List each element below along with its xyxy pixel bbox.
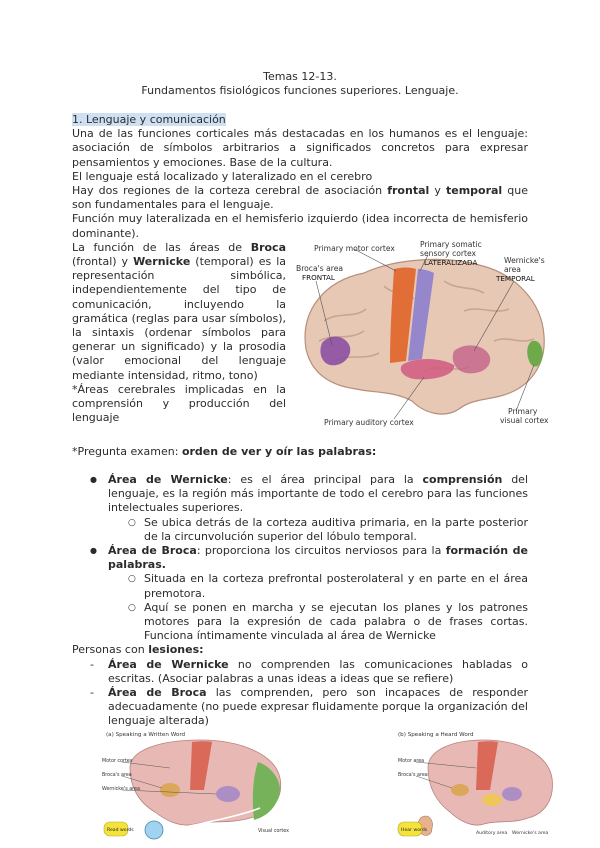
fig-b-wernicke xyxy=(502,787,522,801)
fig-a-label-broca: Broca's area xyxy=(102,773,132,778)
left-column xyxy=(72,241,286,426)
label-primary-somatic-1: Primary somatic xyxy=(420,240,482,249)
fig-a-output-label: Visual cortex xyxy=(258,829,289,834)
fig-a-label-motor: Motor cortex xyxy=(102,759,133,764)
label-wernicke-2: area xyxy=(504,264,521,274)
fig-a-label-wernicke: Wernicke's area xyxy=(102,787,140,792)
bottom-figures xyxy=(100,728,580,848)
fig-b-output-label-1: Auditory area xyxy=(476,831,508,836)
sublist-wernicke xyxy=(108,516,528,544)
label-broca-1: Broca's area xyxy=(296,263,344,273)
label-wernicke-1: Wernicke's xyxy=(504,255,545,265)
label-primary-motor: Primary motor cortex xyxy=(314,243,395,253)
fig-b-broca xyxy=(451,784,469,796)
label-broca-2: FRONTAL xyxy=(302,272,335,282)
sublist-item: ○ Situada en la corteza prefrontal posterolateral y en parte en el área premotora. xyxy=(108,572,528,600)
fig-a-wernicke xyxy=(216,786,240,802)
sublist-broca xyxy=(108,572,528,643)
fig-b-input-label: Hear words xyxy=(401,828,428,833)
label-visual-1: Primary xyxy=(508,406,538,416)
fig-b-label-broca: Broca's area xyxy=(398,773,428,778)
sublist-item: ○ Aquí se ponen en marcha y se ejecutan los planes y los patrones motores para la expresión de cada palabra o de frases cortas. Funciona íntimamente vinculada al área de Wernicke xyxy=(108,601,528,644)
list-item-broca: ● Área de Broca: proporciona los circuitos nerviosos para la formación de palabras. ○ Situada en la corteza prefrontal posterolateral y en parte en el área premotora. ○ Aquí se ponen en marcha y se ejecutan los planes y los patrones motores para la expresión de cada palabra o de frases cortas. Funciona íntimamente vinculada al área de Wernicke xyxy=(72,544,528,643)
main-content xyxy=(72,113,549,729)
list-item-wernicke: ● Área de Wernicke: es el área principal para la comprensión del lenguaje, es la región más importante de todo el cerebro para las funciones intelectuales superiores. ○ Se ubica detrás de la corteza auditiva primaria, en la parte posterior de la circunvolución superior del lóbulo temporal. xyxy=(72,473,528,544)
label-primary-somatic-2: sensory cortex xyxy=(420,248,477,258)
text-with-figure xyxy=(72,240,549,445)
title-line-1: Temas 12-13. xyxy=(263,70,337,83)
paragraph-6: *Áreas cerebrales implicadas en la comprensión y producción del lenguaje xyxy=(72,382,286,425)
fig-a-broca xyxy=(160,783,180,797)
sublist-item: ○ Se ubica detrás de la corteza auditiva primaria, en la parte posterior de la circunvolución superior del lóbulo temporal. xyxy=(108,516,528,544)
label-visual-2: visual cortex xyxy=(500,415,549,425)
paragraph-1: Una de las funciones corticales más destacadas en los humanos es el lenguaje: asociación de símbolos arbitrarios a significados concretos para expresar pensamientos y emociones. Base de la cultura. xyxy=(72,127,528,169)
label-lateralizada: LATERALIZADA xyxy=(424,257,478,267)
paragraph-2: El lenguaje está localizado y lateralizado en el cerebro xyxy=(72,169,373,183)
title-line-2: Fundamentos fisiológicos funciones superiores. Lenguaje. xyxy=(141,84,459,97)
areas-list xyxy=(72,473,528,643)
figure-speaking-written-word xyxy=(102,732,289,839)
section-heading: 1. Lenguaje y comunicación xyxy=(72,113,226,126)
paragraph-4: Función muy lateralizada en el hemisferio izquierdo (idea incorrecta de hemisferio dominante). xyxy=(72,212,528,240)
paragraph-5: La función de las áreas de Broca (frontal) y Wernicke (temporal) es la representación simbólica, independientemente del tipo de comunicación, incluyendo la gramática (reglas para usar símbolos), la sintaxis (ordenar símbolos para generar un significado) y la prosodia (valor emocional del lenguaje mediante intensidad, ritmo, tono) xyxy=(72,240,286,382)
lesion-item-wernicke: - Área de Wernicke no comprenden las comunicaciones habladas o escritas. (Asociar palabras a unas ideas a ideas que se refiere) xyxy=(72,658,528,686)
fig-b-label-motor: Motor area xyxy=(398,759,425,764)
lesion-item-broca: - Área de Broca las comprenden, pero son incapaces de responder adecuadamente (no puede expresar fluidamente porque la organización del lenguaje alterada) xyxy=(72,686,528,729)
fig-a-input-label: Read words xyxy=(107,828,134,833)
brain-cortex-figure xyxy=(294,241,550,431)
paragraph-7: *Pregunta examen: orden de ver y oír las palabras: xyxy=(72,444,377,458)
lesiones-list xyxy=(72,658,528,729)
fig-b-auditory xyxy=(482,794,502,806)
label-auditory: Primary auditory cortex xyxy=(324,417,414,427)
title-block xyxy=(0,70,600,98)
fig-a-eye xyxy=(145,821,163,839)
fig-a-caption: (a) Speaking a Written Word xyxy=(106,732,186,738)
label-wernicke-3: TEMPORAL xyxy=(496,273,535,283)
fig-b-caption: (b) Speaking a Heard Word xyxy=(398,732,474,738)
figure-speaking-heard-word xyxy=(398,732,552,836)
paragraph-3: Hay dos regiones de la corteza cerebral de asociación frontal y temporal que son fundamentales para el lenguaje. xyxy=(72,184,529,212)
lesiones-intro: Personas con lesiones: xyxy=(72,643,204,657)
fig-b-output-label-2: Wernicke's area xyxy=(512,831,549,836)
